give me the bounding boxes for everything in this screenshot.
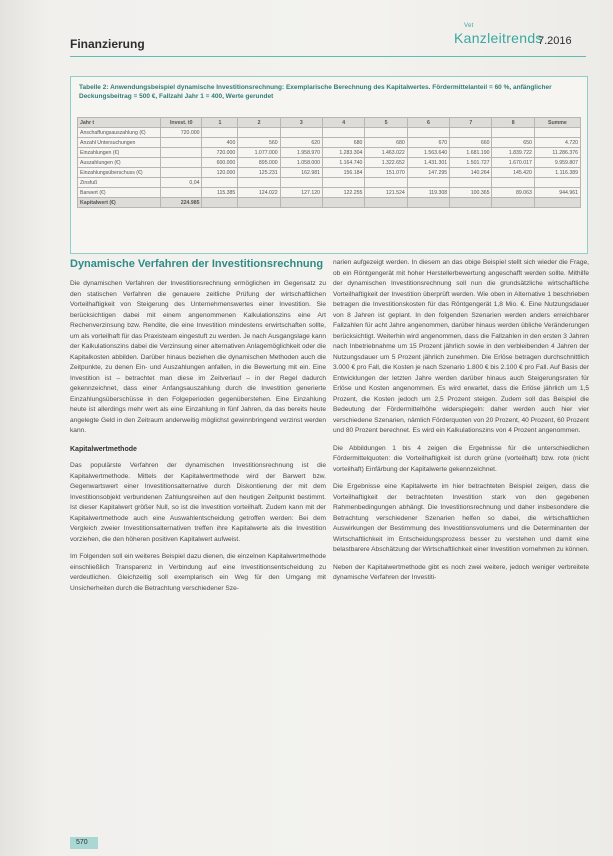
table-cell: 124.022 <box>238 188 280 198</box>
row-label: Einzahlungen (€) <box>78 148 161 158</box>
table-cell <box>365 198 407 208</box>
sum-row <box>78 198 581 208</box>
table-cell: 620 <box>280 138 322 148</box>
table-cell <box>161 168 202 178</box>
table-header-row <box>78 118 581 128</box>
table-cell: 1.431.301 <box>407 158 449 168</box>
table-row <box>78 168 581 178</box>
table-cell <box>534 128 580 138</box>
table-cell <box>238 128 280 138</box>
table-cell: 119.308 <box>407 188 449 198</box>
table-cell <box>323 128 365 138</box>
table-cell: 9.959.807 <box>534 158 580 168</box>
sum-value: 224.985 <box>161 198 202 208</box>
table-cell: 1.164.740 <box>323 158 365 168</box>
table-cell: 400 <box>202 138 238 148</box>
table-cell: 1.681.190 <box>450 148 492 158</box>
table-cell: 895.000 <box>238 158 280 168</box>
table-cell: 140.264 <box>450 168 492 178</box>
table-box <box>70 76 588 254</box>
table-cell: 1.077.000 <box>238 148 280 158</box>
table-cell <box>407 128 449 138</box>
table-row <box>78 188 581 198</box>
table-cell: 120.000 <box>202 168 238 178</box>
column-header: 3 <box>280 118 322 128</box>
table-cell: 151.070 <box>365 168 407 178</box>
left-column <box>70 258 326 601</box>
table-cell <box>202 178 238 188</box>
table-cell: 1.116.389 <box>534 168 580 178</box>
table-cell: 127.120 <box>280 188 322 198</box>
header-divider <box>70 56 586 57</box>
paragraph: Neben der Kapitalwertmethode gibt es noch zwei weitere, jedoch weniger verbreitete dynamische Verfahren der Investiti- <box>333 563 589 581</box>
table-cell <box>280 198 322 208</box>
table-cell: 1.058.000 <box>280 158 322 168</box>
row-label: Anzahl Untersuchungen <box>78 138 161 148</box>
table-row <box>78 128 581 138</box>
logo-text: Kanzleitrends <box>454 30 543 46</box>
table-cell: 1.322.652 <box>365 158 407 168</box>
table-cell: 660 <box>450 138 492 148</box>
column-header: 6 <box>407 118 449 128</box>
table-cell: 1.958.970 <box>280 148 322 158</box>
table-cell: 944.961 <box>534 188 580 198</box>
paragraph: Das populärste Verfahren der dynamischen Investitionsrechnung ist die Kapitalwertmethode. Mittels der Kapitalwertmethode wird der Barwert bzw. Gegenwartswert einer Investitionsalternative durch Diskontierung der mit dem Investitionsobjekt verbundenen Zahlungsreihen auf den heutigen Zeitpunkt bestimmt. Ist dieser Kapitalwert größer Null, so ist die Investition vorteilhaft. Zudem kann mit der Kapitalwertmethode auch eine Auswahlentscheidung getroffen werden: Bei dem Vergleich zweier Investitionsalternativen treffen ihre Kapitalwerte als die Investition vorziehen, die den höheren positiven Kapitalwert aufweist. <box>70 462 326 543</box>
paragraph: narien aufgezeigt werden. In diesem an das obige Beispiel stellt sich wieder die Frage, ob ein Röntgengerät mit hoher Herstellerbewertung angeschafft werden sollte. Mithilfe der dynamischen Investitionsrechnung soll nun die grundsätzliche wirtschaftliche Vorteilhaftigkeit der Investition überprüft werden. Wie oben in Alternative 1 beschrieben betragen die Investitionskosten für das Röntgengerät 1,8 Mio. €. Eine Nutzungsdauer von 8 Jahren ist geplant. In den folgenden Szenarien werden anders erreichbarer Fallzahlen für acht Jahre angenommen, darüber hinaus werden übliche Veränderungen berücksichtigt. Weiterhin wird angenommen, dass die Fallzahlen in den ersten 3 Jahren nach Inbetriebnahme um 15 Prozent jährlich sowie in den verbleibenden 4 Jahren der Nutzungsdauer um 5 Prozent jährlich zunehmen. Die Erlöse betragen durchschnittlich 3.000 € pro Fall, die Kosten je nach Szenario 1.800 € bis 2.100 € pro Fall. Auf Basis der Entwicklungen der letzten Jahre werden darüber hinaus auch Steigerungsraten für Erlöse und Kosten angenommen. Es wird erwartet, dass die Erlöse jährlich um 1,5 Prozent, die Kosten jedoch um 2,5 Prozent steigen. Zudem soll das Beispiel die Bedeutung der Fördermittelhöhe widerspiegeln: daher werden auch hier vier verschiedene Szenarien, nämlich Förderquoten von 20 Prozent, 40 Prozent, 60 Prozent und 80 Prozent berechnet. Es wird ein Kalkulationszins von 4 Prozent angenommen. <box>333 259 589 434</box>
column-header: 1 <box>202 118 238 128</box>
table-cell <box>161 188 202 198</box>
issue-number: 7.2016 <box>538 35 572 47</box>
table-cell: 4.720 <box>534 138 580 148</box>
table-cell: 1.839.722 <box>492 148 534 158</box>
table-cell <box>280 128 322 138</box>
table-cell <box>238 198 280 208</box>
table-cell <box>238 178 280 188</box>
table-cell: 125.231 <box>238 168 280 178</box>
table-cell <box>492 178 534 188</box>
table-cell <box>450 178 492 188</box>
table-cell: 680 <box>323 138 365 148</box>
table-cell <box>450 128 492 138</box>
row-label: Zinsfuß <box>78 178 161 188</box>
table-cell: 162.981 <box>280 168 322 178</box>
column-header: 8 <box>492 118 534 128</box>
table-cell: 115.385 <box>202 188 238 198</box>
table-cell <box>534 198 580 208</box>
table-cell <box>365 128 407 138</box>
table-cell <box>161 138 202 148</box>
paragraph: Die Ergebnisse eine Kapitalwerte im hier betrachteten Beispiel zeigen, dass die Vorteilhaftigkeit der betrachteten Investition stark von den gegebenen Rahmenbedingungen abhängt. Die Investitionsrechnung und daher insbesondere die Betrachtung verschiedener Szenarien helfen so dabei, die wirtschaftlichen Auswirkungen der Bestimmung des Investitionsvolumens und die Determinanten der Wirtschaftlichkeit im Entscheidungsprozess besser zu verstehen und damit eine belastbarere Abschätzung der Wirtschaftlichkeit einer Investition vornehmen zu können. <box>333 483 589 553</box>
table-cell <box>202 198 238 208</box>
table-cell: 600.000 <box>202 158 238 168</box>
column-header: 4 <box>323 118 365 128</box>
table-cell: 680 <box>365 138 407 148</box>
table-row <box>78 148 581 158</box>
table-cell <box>323 178 365 188</box>
table-cell: 0,04 <box>161 178 202 188</box>
column-header: 5 <box>365 118 407 128</box>
table-cell <box>534 178 580 188</box>
row-label: Auszahlungen (€) <box>78 158 161 168</box>
table-cell: 100.365 <box>450 188 492 198</box>
table-cell <box>202 128 238 138</box>
column-header: Jahr t <box>78 118 161 128</box>
section-title: Finanzierung <box>70 37 145 51</box>
capital-value-table <box>77 117 581 208</box>
table-cell: 1.283.304 <box>323 148 365 158</box>
page-number: 570 <box>76 839 88 846</box>
table-cell <box>280 178 322 188</box>
table-cell: 1.563.640 <box>407 148 449 158</box>
table-cell: 147.295 <box>407 168 449 178</box>
table-cell: 720.000 <box>161 128 202 138</box>
sum-label: Kapitalwert (€) <box>78 198 161 208</box>
table-row <box>78 178 581 188</box>
table-cell: 720.000 <box>202 148 238 158</box>
column-header: Summe <box>534 118 580 128</box>
logo-prefix: Vet <box>464 23 474 29</box>
table-cell: 121.524 <box>365 188 407 198</box>
paragraph: Die Abbildungen 1 bis 4 zeigen die Ergebnisse für die unterschiedlichen Fördermittelquoten: die Vorteilhaftigkeit ist durch grüne (vorteilhaft) bzw. rote (nicht vorteilhaft) Einfärbung der Kapitalwerte gekennzeichnet. <box>333 444 589 473</box>
paragraph: Die dynamischen Verfahren der Investitionsrechnung ermöglichen im Gegensatz zu den statischen Verfahren die genauere zeitliche Prüfung der wirtschaftlichen Vorteilhaftigkeit von Steigerung des Unternehmenswertes einer Investition. Sie berücksichtigen dabei mit einem angenommenen Kalkulationszins eine Art Rechenverzinsung bzw. Rendite, die eine Investition mindestens erwirtschaften sollte, um als vorteilhaft für das Praxisteam eingestuft zu werden. Je nach Ausgangslage kann der Kalkulationszins dabei die Verzinsung einer alternativen Anlagemöglichkeit oder die Kapitalkosten abbilden. Darüber hinaus beziehen die dynamischen Methoden auch die Zeitpunkte, zu denen Ein- und Auszahlungen anfallen, in die Bewertung mit ein. Eine Investition ist – betrachtet man diese im Zeitverlauf – in der Regel dadurch gekennzeichnet, dass einer Anfangsauszahlung durch die Investition generierte Einzahlungsüberschüsse in den Folgeperioden gegenüberstehen. Eine Einzahlung heute ist allerdings mehr wert als eine Einzahlung in fünf Jahren, da das bereits heute angelegte Geld in den Zeitraum anderweitig möglichst gewinnbringend verzinst werden kann. <box>70 280 326 434</box>
table-cell <box>323 198 365 208</box>
table-cell <box>161 148 202 158</box>
table-cell <box>407 178 449 188</box>
table-cell: 1.501.727 <box>450 158 492 168</box>
table-cell <box>407 198 449 208</box>
column-header: 7 <box>450 118 492 128</box>
table-cell <box>492 198 534 208</box>
table-row <box>78 138 581 148</box>
table-cell <box>365 178 407 188</box>
publication-logo <box>454 23 543 46</box>
table-cell <box>161 158 202 168</box>
table-cell: 89.063 <box>492 188 534 198</box>
table-cell: 650 <box>492 138 534 148</box>
table-cell: 145.420 <box>492 168 534 178</box>
table-cell: 1.670.017 <box>492 158 534 168</box>
table-cell: 1.463.022 <box>365 148 407 158</box>
table-caption: Tabelle 2: Anwendungsbeispiel dynamische Investitionsrechnung: Exemplarische Berechnung des Kapitalwertes. Fördermittelanteil = 60 %, anfänglicher Deckungsbeitrag = 500 €, Fallzahl Jahr 1 = 400, Werte gerundet <box>79 84 552 100</box>
row-label: Anschaffungsauszahlung (€) <box>78 128 161 138</box>
right-column <box>333 258 589 591</box>
row-label: Barwert (€) <box>78 188 161 198</box>
table-cell: 670 <box>407 138 449 148</box>
column-header: Invest. t0 <box>161 118 202 128</box>
paragraph: Im Folgenden soll ein weiteres Beispiel dazu dienen, die einzelnen Kapitalwertmethode einschließlich Transparenz in Verbindung auf eine Investitionsentscheidung zu verdeutlichen. Gleichzeitig soll exemplarisch ein Weg für den Umgang mit Unsicherheiten durch die Betrachtung verschiedener Sze- <box>70 553 326 592</box>
table-cell <box>492 128 534 138</box>
table-cell: 560 <box>238 138 280 148</box>
subheading: Kapitalwertmethode <box>70 445 137 453</box>
table-cell: 156.184 <box>323 168 365 178</box>
table-cell: 11.286.376 <box>534 148 580 158</box>
table-row <box>78 158 581 168</box>
column-header: 2 <box>238 118 280 128</box>
row-label: Einzahlungsüberschuss (€) <box>78 168 161 178</box>
article-heading: Dynamische Verfahren der Investitionsrechnung <box>70 258 324 270</box>
table-cell: 122.255 <box>323 188 365 198</box>
table-cell <box>450 198 492 208</box>
